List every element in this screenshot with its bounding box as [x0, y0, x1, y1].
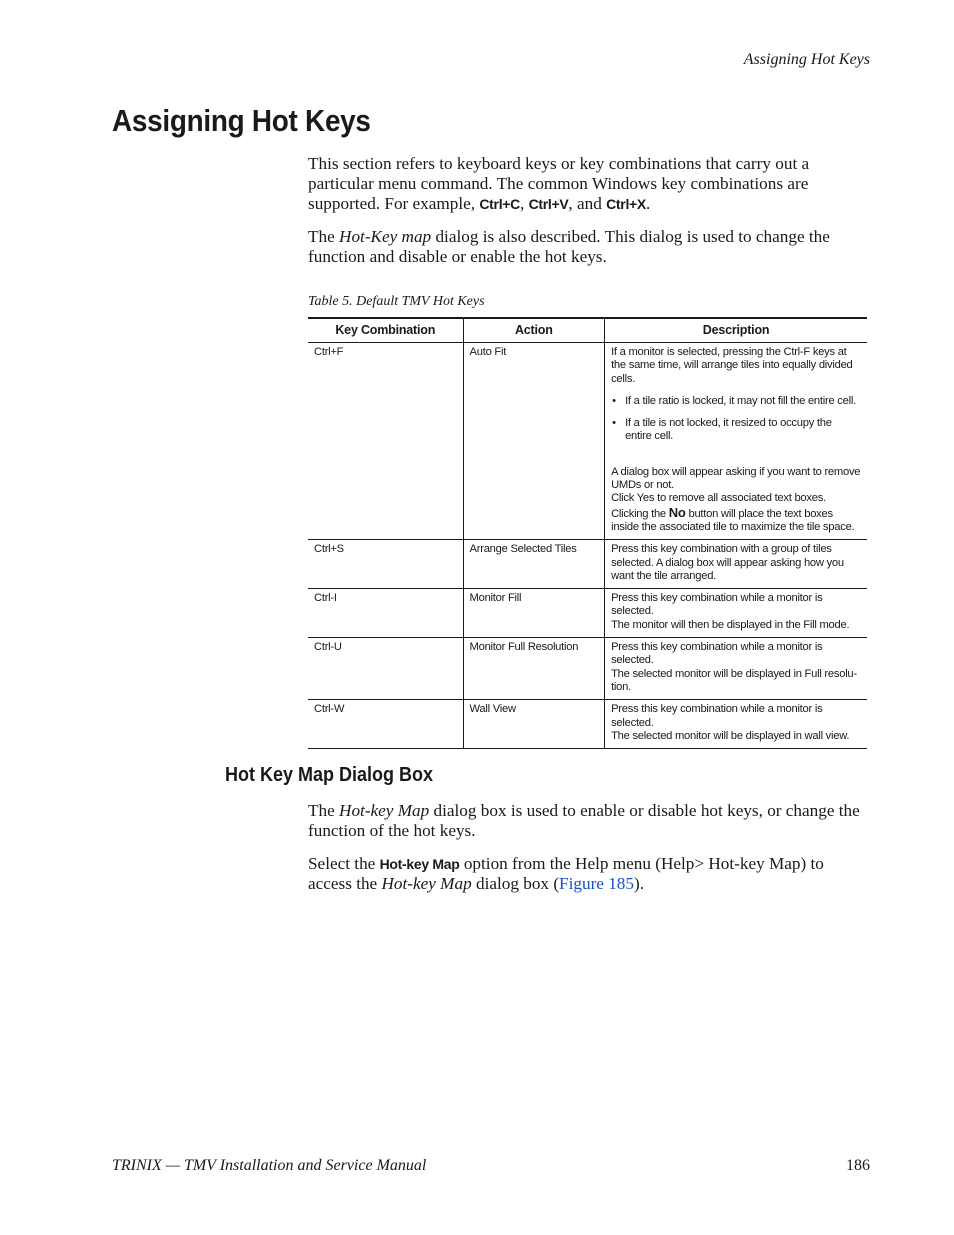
text: Select the [308, 854, 380, 873]
table-row [308, 589, 867, 638]
header-description: Description [605, 318, 867, 343]
table-header-row [308, 318, 867, 343]
description-text: Press this key combination while a monitor is selected. [611, 641, 823, 667]
key-ctrl-c: Ctrl+C [479, 196, 520, 212]
bullet-item: • If a tile ratio is locked, it may not fill the entire cell. [611, 395, 861, 408]
intro-paragraph [308, 154, 870, 214]
period: . [645, 194, 651, 213]
description-text: Press this key combination while a monitor is selected. [611, 592, 823, 618]
table-row [308, 638, 867, 700]
bullet-item: • If a tile is not locked, it resized to occupy the entire cell. [611, 417, 861, 444]
description-text: The selected monitor will be displayed in Full resolu-tion. [611, 667, 857, 693]
page-title: Assigning Hot Keys [112, 103, 371, 138]
key-cell: Ctrl+F [308, 343, 463, 540]
description-text: Press this key combination while a monitor is selected. [611, 703, 823, 729]
description-cell [605, 700, 867, 749]
section-heading: Hot Key Map Dialog Box [225, 764, 434, 786]
hotkey-map-intro-paragraph [308, 227, 870, 267]
text: ). [634, 874, 645, 893]
key-ctrl-v: Ctrl+V [528, 196, 569, 212]
figure-link[interactable]: Figure 185 [559, 874, 634, 893]
text: The [308, 227, 340, 246]
text: option from the Help menu (Help> Hot-key Map) to access the [308, 854, 824, 893]
footer-manual-title: TRINIX — TMV Installation and Service Manual [112, 1157, 427, 1174]
description-text [611, 506, 861, 535]
menu-option: Hot-key Map [379, 856, 460, 872]
header-key-combination: Key Combination [308, 318, 463, 343]
table-row [308, 700, 867, 749]
description-text: The monitor will then be displayed in the Fill mode. [611, 618, 850, 631]
key-cell: Ctrl-I [308, 589, 463, 638]
description-cell [605, 589, 867, 638]
key-cell: Ctrl-W [308, 700, 463, 749]
table-row [308, 343, 867, 540]
action-cell: Monitor Fill [463, 589, 605, 638]
page-number: 186 [846, 1157, 870, 1174]
section-paragraph [308, 801, 870, 841]
no-button-label: No [668, 504, 686, 520]
text: Clicking the [611, 507, 669, 520]
table-caption: Table 5. Default TMV Hot Keys [308, 294, 485, 309]
action-cell: Auto Fit [463, 343, 605, 540]
description-text: Press this key combination with a group of tiles selected. A dialog box will appear asking how you want the tile arranged. [611, 543, 844, 582]
dialog-name: Hot-Key map [339, 227, 432, 246]
separator: , [519, 194, 529, 213]
separator: , and [568, 194, 607, 213]
running-head: Assigning Hot Keys [743, 51, 870, 68]
text: dialog box ( [471, 874, 560, 893]
header-action: Action [463, 318, 605, 343]
description-text: If a monitor is selected, pressing the Ctrl-F keys at the same time, will arrange tiles into equally divided cells. [611, 346, 853, 385]
text: button will place the text boxes inside the associated tile to maximize the tile space. [611, 507, 855, 533]
description-text: The selected monitor will be displayed in wall view. [611, 729, 850, 742]
key-cell: Ctrl+S [308, 540, 463, 589]
spacer [611, 444, 861, 466]
key-ctrl-x: Ctrl+X [606, 196, 646, 212]
dialog-name: Hot-key Map [339, 801, 430, 820]
intro-text: This section refers to keyboard keys or key combinations that carry out a particular menu command. The common Windows key combinations are supported. For example, [308, 154, 810, 213]
text: dialog box is used to enable or disable hot keys, or change the function of the hot keys. [308, 801, 860, 840]
action-cell: Arrange Selected Tiles [463, 540, 605, 589]
description-cell [605, 540, 867, 589]
key-cell: Ctrl-U [308, 638, 463, 700]
table-row [308, 540, 867, 589]
section-paragraph [308, 854, 870, 894]
description-text: Click Yes to remove all associated text boxes. [611, 492, 826, 505]
dialog-name: Hot-key Map [381, 874, 472, 893]
description-text: A dialog box will appear asking if you want to remove UMDs or not. [611, 465, 861, 492]
hotkey-table [308, 317, 867, 749]
text: The [308, 801, 340, 820]
action-cell: Wall View [463, 700, 605, 749]
text: dialog is also described. This dialog is used to change the function and disable or enable the hot keys. [308, 227, 830, 266]
action-cell: Monitor Full Resolution [463, 638, 605, 700]
description-cell [605, 638, 867, 700]
description-cell [605, 343, 867, 540]
